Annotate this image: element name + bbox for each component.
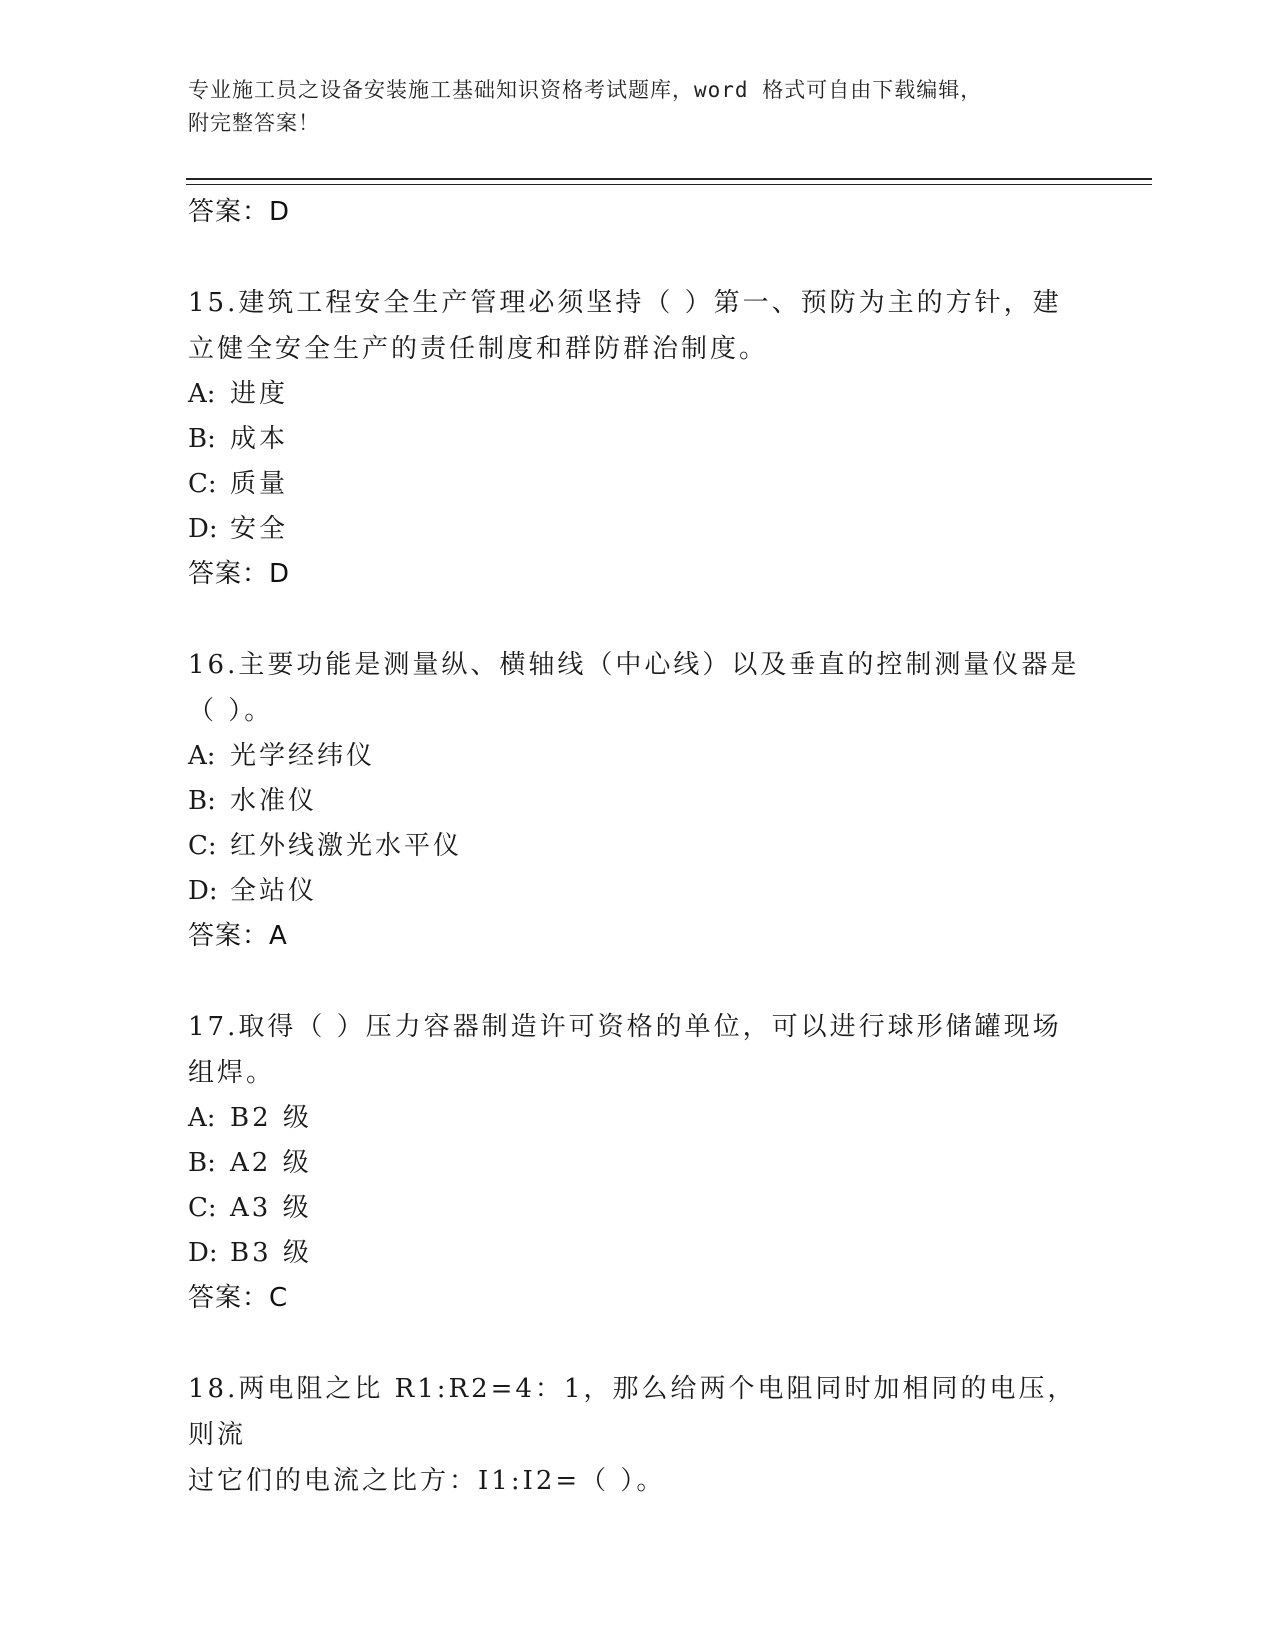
- option-text: B3 级: [230, 1238, 312, 1268]
- option-letter: A:: [188, 379, 216, 409]
- option-text: B2 级: [230, 1103, 312, 1133]
- question-17-stem: [188, 1004, 1088, 1096]
- option-text: A3 级: [230, 1193, 312, 1223]
- question-17-option-c: [188, 1186, 1088, 1231]
- option-letter: D:: [188, 1238, 218, 1268]
- option-letter: A:: [188, 1103, 216, 1133]
- question-18: [188, 1366, 1088, 1504]
- question-16-stem: [188, 642, 1088, 734]
- question-15-line-2: 立健全安全生产的责任制度和群防群治制度。: [188, 334, 769, 364]
- option-text: 安全: [230, 514, 289, 544]
- question-18-stem: [188, 1366, 1088, 1504]
- option-letter: C:: [188, 1193, 217, 1223]
- option-letter: D:: [188, 514, 218, 544]
- question-17-option-a: [188, 1096, 1088, 1141]
- option-text: 全站仪: [230, 876, 318, 906]
- page-header: [188, 74, 1068, 140]
- question-16-line-2: （ ）。: [188, 696, 274, 726]
- header-line-1: 专业施工员之设备安装施工基础知识资格考试题库，word 格式可自由下载编辑，: [188, 78, 983, 102]
- option-text: 进度: [230, 379, 289, 409]
- question-17-line-2: 组焊。: [188, 1058, 276, 1088]
- spacer: [188, 234, 1088, 280]
- spacer: [188, 596, 1088, 642]
- option-text: 红外线激光水平仪: [230, 831, 463, 861]
- question-15: [188, 280, 1088, 596]
- question-17-line-1: 17.取得（ ）压力容器制造许可资格的单位，可以进行球形储罐现场: [188, 1012, 1062, 1042]
- header-line-2: 附完整答案！: [188, 111, 320, 135]
- question-15-line-1: 15.建筑工程安全生产管理必须坚持（ ）第一、预防为主的方针，建: [188, 288, 1062, 318]
- question-17-option-d: [188, 1231, 1088, 1276]
- question-15-option-a: [188, 372, 1088, 417]
- question-17-option-b: [188, 1141, 1088, 1186]
- question-15-option-d: [188, 507, 1088, 552]
- question-16-line-1: 16.主要功能是测量纵、横轴线（中心线）以及垂直的控制测量仪器是: [188, 650, 1080, 680]
- option-text: 成本: [230, 424, 289, 454]
- question-18-line-2: 过它们的电流之比方：I1:I2=（ ）。: [188, 1466, 666, 1496]
- header-divider-thick: [186, 178, 1152, 180]
- question-16: [188, 642, 1088, 958]
- question-list: [188, 190, 1088, 1504]
- question-17: [188, 1004, 1088, 1320]
- answer-previous: 答案：D: [188, 197, 291, 227]
- question-15-option-c: [188, 462, 1088, 507]
- option-text: 水准仪: [230, 786, 318, 816]
- question-15-answer: 答案：D: [188, 559, 291, 589]
- question-18-line-1: 18.两电阻之比 R1:R2=4：1，那么给两个电阻同时加相同的电压，则流: [188, 1374, 1077, 1450]
- option-text: 质量: [230, 469, 289, 499]
- option-letter: B:: [188, 424, 216, 454]
- option-letter: B:: [188, 1148, 216, 1178]
- option-text: 光学经纬仪: [230, 741, 376, 771]
- question-15-option-b: [188, 417, 1088, 462]
- option-letter: A:: [188, 741, 216, 771]
- question-16-option-c: [188, 824, 1088, 869]
- question-16-answer: 答案：A: [188, 921, 288, 951]
- spacer: [188, 1320, 1088, 1366]
- question-16-option-d: [188, 869, 1088, 914]
- option-letter: B:: [188, 786, 216, 816]
- question-16-option-a: [188, 734, 1088, 779]
- question-15-stem: [188, 280, 1088, 372]
- option-letter: C:: [188, 469, 217, 499]
- option-text: A2 级: [230, 1148, 312, 1178]
- header-divider-thin: [186, 184, 1152, 185]
- question-16-option-b: [188, 779, 1088, 824]
- option-letter: C:: [188, 831, 217, 861]
- option-letter: D:: [188, 876, 218, 906]
- spacer: [188, 958, 1088, 1004]
- question-17-answer: 答案：C: [188, 1283, 289, 1313]
